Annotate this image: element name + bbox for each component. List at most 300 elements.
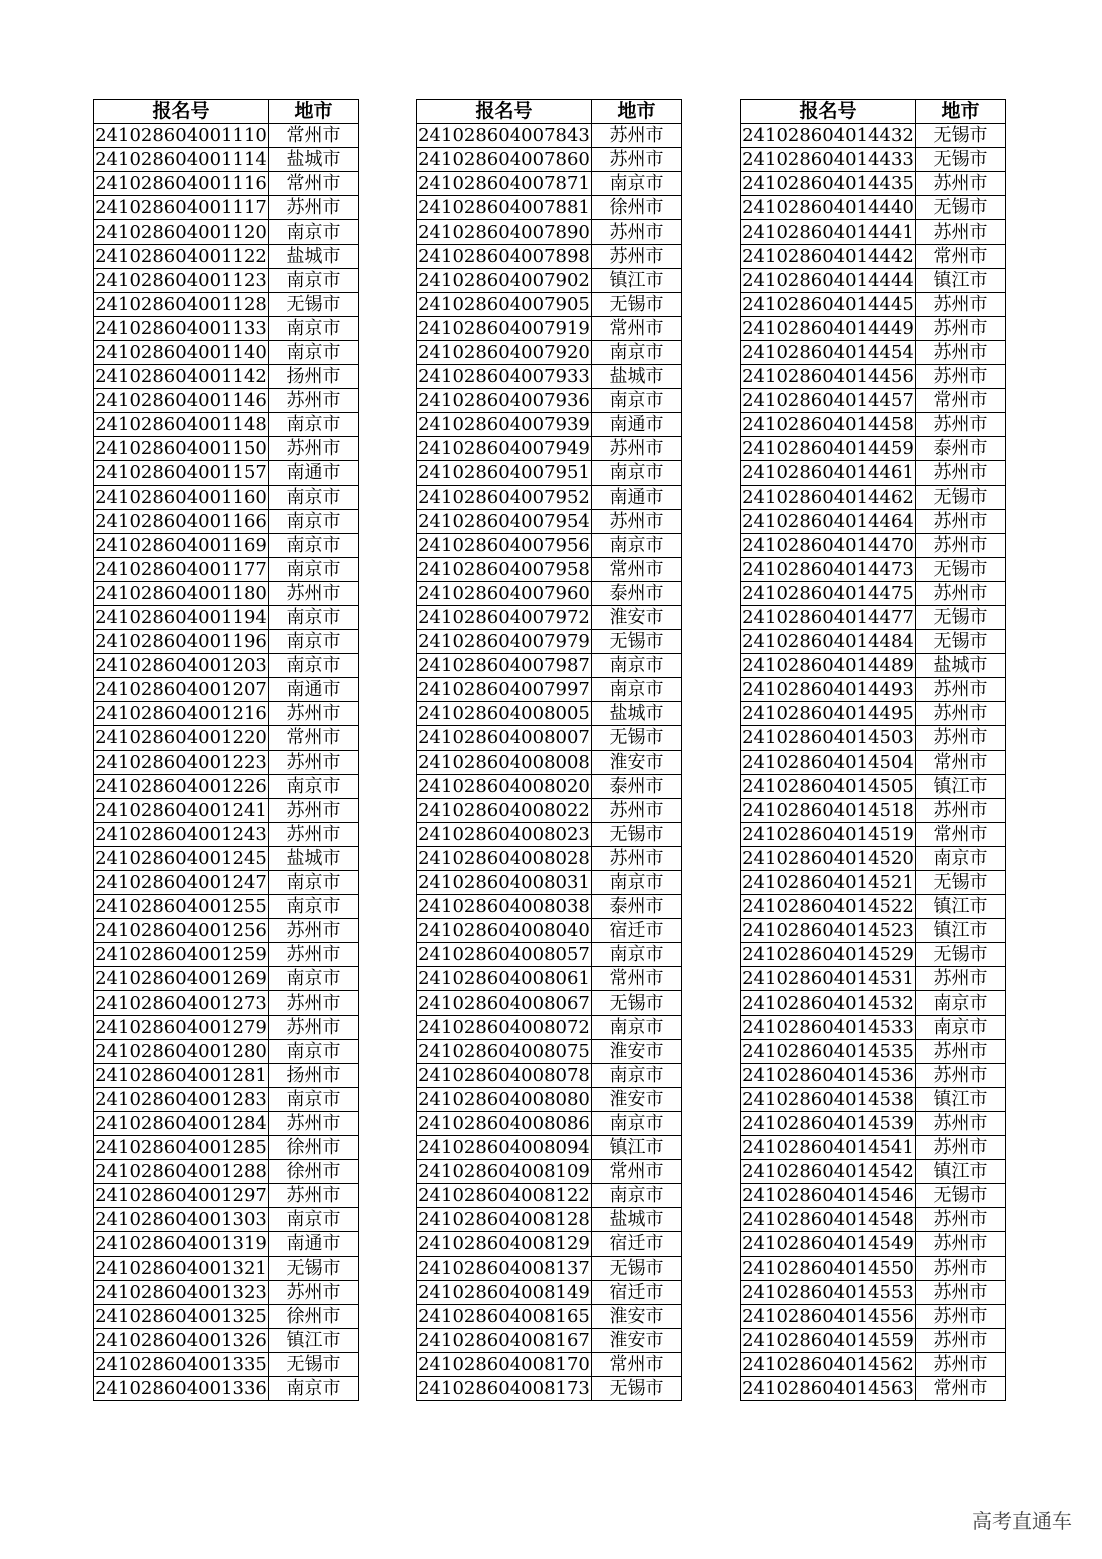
city-cell: 无锡市 bbox=[592, 726, 682, 750]
registration-number-cell: 241028604008170 bbox=[418, 1353, 590, 1375]
table-row bbox=[94, 124, 359, 148]
table-row bbox=[741, 822, 1006, 846]
city-cell: 南京市 bbox=[269, 1039, 359, 1063]
city-cell: 苏州市 bbox=[269, 1015, 359, 1039]
city-cell: 南京市 bbox=[592, 1063, 682, 1087]
registration-number-cell: 241028604014531 bbox=[742, 968, 914, 990]
city-cell: 淮安市 bbox=[592, 750, 682, 774]
registration-number-cell: 241028604007919 bbox=[418, 317, 590, 339]
table-row bbox=[741, 437, 1006, 461]
registration-number-cell: 241028604008122 bbox=[418, 1185, 590, 1207]
city-cell: 淮安市 bbox=[592, 1304, 682, 1328]
registration-number-cell: 241028604008040 bbox=[418, 920, 590, 942]
table-row bbox=[94, 750, 359, 774]
city-cell: 苏州市 bbox=[269, 750, 359, 774]
city-cell: 南京市 bbox=[592, 943, 682, 967]
city-cell: 苏州市 bbox=[269, 581, 359, 605]
table-row bbox=[741, 124, 1006, 148]
city-cell: 苏州市 bbox=[916, 678, 1006, 702]
table-row bbox=[417, 919, 682, 943]
table-row bbox=[741, 292, 1006, 316]
city-cell: 南京市 bbox=[269, 605, 359, 629]
city-cell: 南通市 bbox=[592, 485, 682, 509]
registration-number-cell: 241028604001142 bbox=[95, 366, 267, 388]
table-body bbox=[741, 124, 1006, 1401]
city-cell: 常州市 bbox=[269, 726, 359, 750]
city-cell: 苏州市 bbox=[269, 798, 359, 822]
registration-number-cell: 241028604014546 bbox=[742, 1185, 914, 1207]
city-cell: 南京市 bbox=[916, 846, 1006, 870]
table-row bbox=[741, 774, 1006, 798]
table-row bbox=[741, 919, 1006, 943]
city-cell: 常州市 bbox=[916, 244, 1006, 268]
registration-number-cell: 241028604007902 bbox=[418, 269, 590, 291]
city-cell: 苏州市 bbox=[592, 846, 682, 870]
registration-table-1 bbox=[93, 99, 359, 1401]
table-row bbox=[741, 1352, 1006, 1376]
city-cell: 苏州市 bbox=[916, 1232, 1006, 1256]
registration-number-cell: 241028604007933 bbox=[418, 366, 590, 388]
city-cell: 无锡市 bbox=[916, 557, 1006, 581]
city-cell: 苏州市 bbox=[269, 389, 359, 413]
table-row bbox=[741, 1160, 1006, 1184]
table-row bbox=[741, 557, 1006, 581]
table-row bbox=[741, 461, 1006, 485]
city-cell: 苏州市 bbox=[916, 220, 1006, 244]
registration-number-cell: 241028604014449 bbox=[742, 317, 914, 339]
registration-table-3 bbox=[740, 99, 1006, 1401]
table-row bbox=[94, 822, 359, 846]
registration-number-cell: 241028604001180 bbox=[95, 582, 267, 604]
table-row bbox=[417, 1352, 682, 1376]
table-row bbox=[94, 1328, 359, 1352]
city-cell: 盐城市 bbox=[592, 365, 682, 389]
city-cell: 苏州市 bbox=[269, 1280, 359, 1304]
registration-number-cell: 241028604014461 bbox=[742, 462, 914, 484]
table-row bbox=[417, 1328, 682, 1352]
table-row bbox=[94, 1015, 359, 1039]
city-cell: 无锡市 bbox=[592, 991, 682, 1015]
table-row bbox=[417, 1304, 682, 1328]
table-row bbox=[417, 316, 682, 340]
table-row bbox=[741, 798, 1006, 822]
city-cell: 常州市 bbox=[592, 316, 682, 340]
table-row bbox=[741, 605, 1006, 629]
table-row bbox=[417, 124, 682, 148]
city-cell: 苏州市 bbox=[916, 316, 1006, 340]
registration-number-cell: 241028604007898 bbox=[418, 245, 590, 267]
table-row bbox=[417, 292, 682, 316]
city-cell: 苏州市 bbox=[916, 1256, 1006, 1280]
city-cell: 南京市 bbox=[269, 895, 359, 919]
registration-number-cell: 241028604008007 bbox=[418, 727, 590, 749]
registration-number-cell: 241028604008005 bbox=[418, 703, 590, 725]
registration-number-cell: 241028604014529 bbox=[742, 944, 914, 966]
table-row bbox=[94, 340, 359, 364]
table-row bbox=[94, 316, 359, 340]
registration-number-cell: 241028604014444 bbox=[742, 269, 914, 291]
registration-number-cell: 241028604001245 bbox=[95, 847, 267, 869]
table-row bbox=[417, 822, 682, 846]
registration-number-cell: 241028604001247 bbox=[95, 872, 267, 894]
table-row bbox=[94, 292, 359, 316]
city-cell: 南京市 bbox=[269, 967, 359, 991]
registration-number-cell: 241028604001255 bbox=[95, 896, 267, 918]
registration-number-cell: 241028604014473 bbox=[742, 558, 914, 580]
city-cell: 泰州市 bbox=[916, 437, 1006, 461]
city-cell: 苏州市 bbox=[916, 967, 1006, 991]
table-row bbox=[741, 1111, 1006, 1135]
registration-number-cell: 241028604007905 bbox=[418, 293, 590, 315]
city-cell: 苏州市 bbox=[916, 581, 1006, 605]
registration-number-cell: 241028604014542 bbox=[742, 1161, 914, 1183]
table-row bbox=[417, 461, 682, 485]
table-row bbox=[94, 533, 359, 557]
city-cell: 徐州市 bbox=[592, 196, 682, 220]
table-row bbox=[94, 1232, 359, 1256]
table-row bbox=[741, 244, 1006, 268]
table-row bbox=[417, 172, 682, 196]
registration-number-cell: 241028604014441 bbox=[742, 221, 914, 243]
city-cell: 苏州市 bbox=[916, 1328, 1006, 1352]
table-row bbox=[741, 268, 1006, 292]
registration-number-cell: 241028604007960 bbox=[418, 582, 590, 604]
registration-number-cell: 241028604001285 bbox=[95, 1137, 267, 1159]
city-cell: 南京市 bbox=[592, 678, 682, 702]
table-row bbox=[417, 1063, 682, 1087]
table-row bbox=[741, 533, 1006, 557]
registration-number-cell: 241028604007979 bbox=[418, 631, 590, 653]
registration-number-cell: 241028604008057 bbox=[418, 944, 590, 966]
table-row bbox=[417, 533, 682, 557]
registration-table-2 bbox=[416, 99, 682, 1401]
table-row bbox=[94, 485, 359, 509]
city-cell: 南京市 bbox=[269, 557, 359, 581]
city-cell: 苏州市 bbox=[916, 1063, 1006, 1087]
table-row bbox=[94, 1136, 359, 1160]
table-row bbox=[417, 750, 682, 774]
city-cell: 无锡市 bbox=[592, 1376, 682, 1400]
city-cell: 苏州市 bbox=[916, 413, 1006, 437]
registration-number-cell: 241028604008023 bbox=[418, 823, 590, 845]
table-row bbox=[741, 871, 1006, 895]
registration-number-cell: 241028604008008 bbox=[418, 751, 590, 773]
city-cell: 苏州市 bbox=[592, 437, 682, 461]
table-row bbox=[741, 1063, 1006, 1087]
registration-number-cell: 241028604014539 bbox=[742, 1112, 914, 1134]
registration-number-cell: 241028604001114 bbox=[95, 149, 267, 171]
registration-number-cell: 241028604014454 bbox=[742, 341, 914, 363]
registration-number-cell: 241028604001207 bbox=[95, 679, 267, 701]
table-header-row bbox=[417, 100, 682, 124]
registration-number-cell: 241028604007939 bbox=[418, 414, 590, 436]
registration-number-cell: 241028604014442 bbox=[742, 245, 914, 267]
table-row bbox=[417, 1111, 682, 1135]
table-row bbox=[741, 1136, 1006, 1160]
table-row bbox=[94, 991, 359, 1015]
city-cell: 南京市 bbox=[269, 533, 359, 557]
city-cell: 南京市 bbox=[269, 1376, 359, 1400]
registration-number-cell: 241028604014520 bbox=[742, 847, 914, 869]
registration-number-cell: 241028604014522 bbox=[742, 896, 914, 918]
table-row bbox=[94, 605, 359, 629]
table-row bbox=[741, 413, 1006, 437]
registration-number-cell: 241028604001177 bbox=[95, 558, 267, 580]
table-row bbox=[417, 1160, 682, 1184]
city-cell: 南京市 bbox=[269, 220, 359, 244]
table-row bbox=[741, 1015, 1006, 1039]
registration-number-cell: 241028604001279 bbox=[95, 1016, 267, 1038]
registration-number-cell: 241028604001335 bbox=[95, 1353, 267, 1375]
city-cell: 无锡市 bbox=[916, 485, 1006, 509]
table-row bbox=[94, 172, 359, 196]
registration-number-cell: 241028604001203 bbox=[95, 655, 267, 677]
table-row bbox=[94, 726, 359, 750]
city-cell: 南通市 bbox=[269, 678, 359, 702]
city-cell: 常州市 bbox=[592, 1160, 682, 1184]
table-row bbox=[94, 630, 359, 654]
registration-number-cell: 241028604007936 bbox=[418, 390, 590, 412]
header-city: 地市 bbox=[916, 100, 1006, 124]
registration-number-cell: 241028604014519 bbox=[742, 823, 914, 845]
city-cell: 苏州市 bbox=[916, 533, 1006, 557]
city-cell: 常州市 bbox=[916, 750, 1006, 774]
city-cell: 苏州市 bbox=[916, 1304, 1006, 1328]
registration-number-cell: 241028604001243 bbox=[95, 823, 267, 845]
city-cell: 南京市 bbox=[269, 1208, 359, 1232]
registration-number-cell: 241028604014433 bbox=[742, 149, 914, 171]
city-cell: 南京市 bbox=[269, 630, 359, 654]
table-row bbox=[94, 557, 359, 581]
registration-number-cell: 241028604007843 bbox=[418, 125, 590, 147]
city-cell: 无锡市 bbox=[269, 1256, 359, 1280]
city-cell: 南通市 bbox=[269, 1232, 359, 1256]
registration-number-cell: 241028604008061 bbox=[418, 968, 590, 990]
city-cell: 无锡市 bbox=[916, 124, 1006, 148]
registration-number-cell: 241028604014435 bbox=[742, 173, 914, 195]
city-cell: 无锡市 bbox=[592, 292, 682, 316]
city-cell: 镇江市 bbox=[916, 774, 1006, 798]
registration-number-cell: 241028604008031 bbox=[418, 872, 590, 894]
registration-number-cell: 241028604008167 bbox=[418, 1329, 590, 1351]
table-body bbox=[94, 124, 359, 1401]
table-row bbox=[417, 967, 682, 991]
city-cell: 南京市 bbox=[592, 871, 682, 895]
table-row bbox=[741, 340, 1006, 364]
table-row bbox=[741, 1304, 1006, 1328]
table-row bbox=[94, 871, 359, 895]
city-cell: 南京市 bbox=[269, 1087, 359, 1111]
table-row bbox=[417, 991, 682, 1015]
city-cell: 常州市 bbox=[592, 967, 682, 991]
registration-number-cell: 241028604008067 bbox=[418, 992, 590, 1014]
city-cell: 苏州市 bbox=[269, 702, 359, 726]
city-cell: 苏州市 bbox=[916, 702, 1006, 726]
city-cell: 无锡市 bbox=[269, 292, 359, 316]
city-cell: 宿迁市 bbox=[592, 1280, 682, 1304]
registration-number-cell: 241028604001216 bbox=[95, 703, 267, 725]
table-row bbox=[94, 509, 359, 533]
table-row bbox=[94, 1160, 359, 1184]
table-row bbox=[741, 702, 1006, 726]
registration-number-cell: 241028604001336 bbox=[95, 1378, 267, 1400]
city-cell: 泰州市 bbox=[592, 895, 682, 919]
city-cell: 苏州市 bbox=[916, 726, 1006, 750]
city-cell: 苏州市 bbox=[592, 798, 682, 822]
city-cell: 南京市 bbox=[592, 1184, 682, 1208]
table-row bbox=[417, 1376, 682, 1400]
city-cell: 徐州市 bbox=[269, 1304, 359, 1328]
registration-number-cell: 241028604007954 bbox=[418, 510, 590, 532]
city-cell: 镇江市 bbox=[916, 1160, 1006, 1184]
registration-number-cell: 241028604014458 bbox=[742, 414, 914, 436]
table-row bbox=[417, 774, 682, 798]
registration-number-cell: 241028604014535 bbox=[742, 1040, 914, 1062]
city-cell: 苏州市 bbox=[269, 196, 359, 220]
table-row bbox=[94, 1039, 359, 1063]
registration-number-cell: 241028604001281 bbox=[95, 1064, 267, 1086]
city-cell: 无锡市 bbox=[269, 1352, 359, 1376]
city-cell: 苏州市 bbox=[269, 1184, 359, 1208]
registration-number-cell: 241028604007920 bbox=[418, 341, 590, 363]
registration-number-cell: 241028604014541 bbox=[742, 1137, 914, 1159]
registration-number-cell: 241028604001323 bbox=[95, 1281, 267, 1303]
table-row bbox=[741, 316, 1006, 340]
city-cell: 苏州市 bbox=[592, 509, 682, 533]
city-cell: 苏州市 bbox=[916, 798, 1006, 822]
table-row bbox=[741, 148, 1006, 172]
city-cell: 苏州市 bbox=[269, 991, 359, 1015]
registration-number-cell: 241028604014505 bbox=[742, 775, 914, 797]
table-row bbox=[94, 581, 359, 605]
table-row bbox=[741, 991, 1006, 1015]
city-cell: 淮安市 bbox=[592, 1087, 682, 1111]
table-row bbox=[741, 967, 1006, 991]
city-cell: 泰州市 bbox=[592, 581, 682, 605]
city-cell: 南京市 bbox=[592, 389, 682, 413]
city-cell: 苏州市 bbox=[916, 1352, 1006, 1376]
registration-number-cell: 241028604014553 bbox=[742, 1281, 914, 1303]
registration-number-cell: 241028604008109 bbox=[418, 1161, 590, 1183]
registration-number-cell: 241028604001321 bbox=[95, 1257, 267, 1279]
registration-number-cell: 241028604014559 bbox=[742, 1329, 914, 1351]
registration-number-cell: 241028604008022 bbox=[418, 799, 590, 821]
table-row bbox=[741, 389, 1006, 413]
registration-number-cell: 241028604014456 bbox=[742, 366, 914, 388]
city-cell: 苏州市 bbox=[269, 822, 359, 846]
table-row bbox=[741, 1039, 1006, 1063]
table-row bbox=[94, 413, 359, 437]
table-row bbox=[741, 1087, 1006, 1111]
city-cell: 南京市 bbox=[269, 654, 359, 678]
city-cell: 常州市 bbox=[916, 1376, 1006, 1400]
registration-number-cell: 241028604001157 bbox=[95, 462, 267, 484]
city-cell: 南京市 bbox=[269, 871, 359, 895]
table-row bbox=[741, 943, 1006, 967]
registration-number-cell: 241028604014470 bbox=[742, 534, 914, 556]
table-row bbox=[94, 702, 359, 726]
table-row bbox=[417, 1184, 682, 1208]
city-cell: 镇江市 bbox=[916, 919, 1006, 943]
city-cell: 盐城市 bbox=[269, 846, 359, 870]
registration-number-cell: 241028604014548 bbox=[742, 1209, 914, 1231]
table-row bbox=[94, 846, 359, 870]
table-row bbox=[94, 220, 359, 244]
table-row bbox=[94, 798, 359, 822]
registration-number-cell: 241028604001146 bbox=[95, 390, 267, 412]
registration-number-cell: 241028604014518 bbox=[742, 799, 914, 821]
registration-number-cell: 241028604001133 bbox=[95, 317, 267, 339]
table-row bbox=[94, 437, 359, 461]
city-cell: 镇江市 bbox=[592, 268, 682, 292]
registration-number-cell: 241028604014493 bbox=[742, 679, 914, 701]
table-row bbox=[417, 871, 682, 895]
city-cell: 常州市 bbox=[916, 822, 1006, 846]
table-row bbox=[741, 726, 1006, 750]
table-row bbox=[417, 846, 682, 870]
city-cell: 苏州市 bbox=[592, 220, 682, 244]
table-row bbox=[741, 1184, 1006, 1208]
header-city: 地市 bbox=[592, 100, 682, 124]
table-row bbox=[417, 1015, 682, 1039]
registration-number-cell: 241028604008075 bbox=[418, 1040, 590, 1062]
table-row bbox=[417, 557, 682, 581]
registration-number-cell: 241028604001148 bbox=[95, 414, 267, 436]
table-row bbox=[741, 630, 1006, 654]
registration-number-cell: 241028604007972 bbox=[418, 607, 590, 629]
registration-number-cell: 241028604014562 bbox=[742, 1353, 914, 1375]
city-cell: 镇江市 bbox=[269, 1328, 359, 1352]
registration-number-cell: 241028604007890 bbox=[418, 221, 590, 243]
city-cell: 苏州市 bbox=[916, 292, 1006, 316]
registration-number-cell: 241028604014563 bbox=[742, 1378, 914, 1400]
table-row bbox=[417, 220, 682, 244]
table-row bbox=[417, 1087, 682, 1111]
city-cell: 南京市 bbox=[269, 268, 359, 292]
source-label: 高考直通车 bbox=[972, 1509, 1072, 1533]
table-row bbox=[94, 268, 359, 292]
registration-number-cell: 241028604008072 bbox=[418, 1016, 590, 1038]
city-cell: 常州市 bbox=[269, 172, 359, 196]
table-row bbox=[741, 1256, 1006, 1280]
registration-number-cell: 241028604007860 bbox=[418, 149, 590, 171]
city-cell: 苏州市 bbox=[916, 1111, 1006, 1135]
city-cell: 苏州市 bbox=[592, 124, 682, 148]
table-row bbox=[741, 895, 1006, 919]
registration-number-cell: 241028604001297 bbox=[95, 1185, 267, 1207]
table-row bbox=[94, 148, 359, 172]
city-cell: 扬州市 bbox=[269, 365, 359, 389]
city-cell: 南京市 bbox=[592, 1015, 682, 1039]
city-cell: 无锡市 bbox=[916, 1184, 1006, 1208]
table-row bbox=[94, 895, 359, 919]
registration-number-cell: 241028604008020 bbox=[418, 775, 590, 797]
table-row bbox=[417, 437, 682, 461]
city-cell: 无锡市 bbox=[592, 630, 682, 654]
table-row bbox=[94, 1280, 359, 1304]
registration-number-cell: 241028604001325 bbox=[95, 1305, 267, 1327]
city-cell: 无锡市 bbox=[916, 196, 1006, 220]
city-cell: 镇江市 bbox=[916, 1087, 1006, 1111]
table-row bbox=[741, 678, 1006, 702]
registration-number-cell: 241028604001150 bbox=[95, 438, 267, 460]
table-row bbox=[741, 1232, 1006, 1256]
table-row bbox=[741, 509, 1006, 533]
table-row bbox=[417, 268, 682, 292]
registration-number-cell: 241028604001166 bbox=[95, 510, 267, 532]
registration-number-cell: 241028604001284 bbox=[95, 1112, 267, 1134]
registration-number-cell: 241028604001123 bbox=[95, 269, 267, 291]
